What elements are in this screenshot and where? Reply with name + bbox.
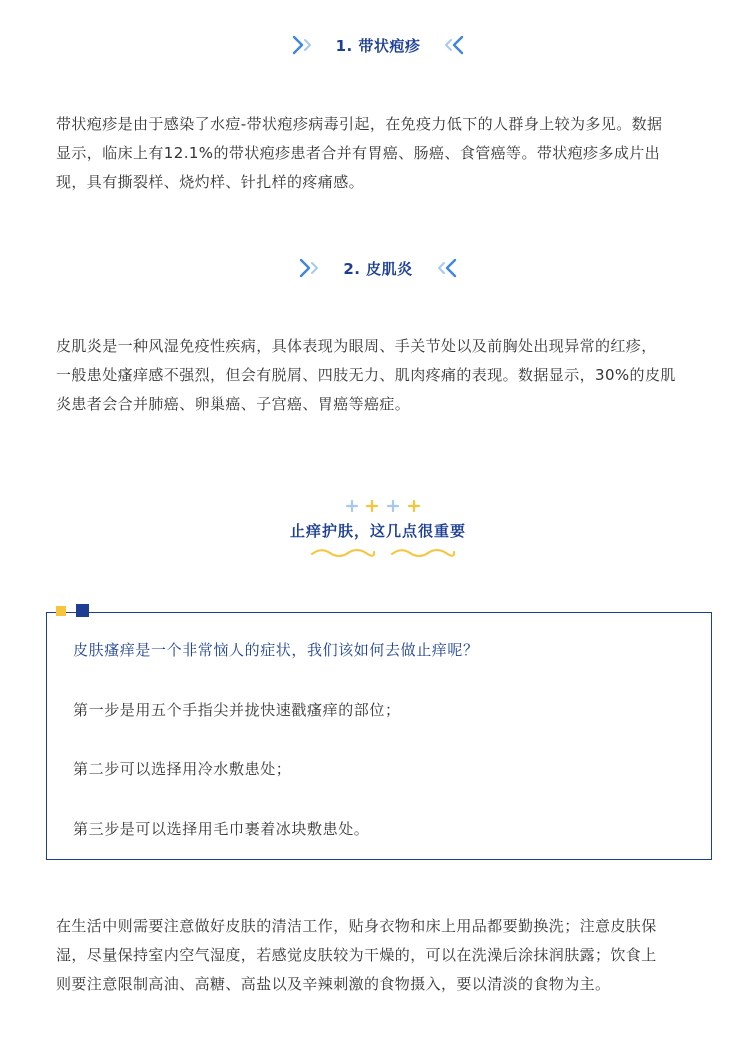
text-line: 湿，尽量保持室内空气湿度，若感觉皮肤较为干燥的，可以在洗澡后涂抹润肤露；饮食上: [56, 946, 657, 964]
subtitle: 止痒护肤，这几点很重要: [289, 522, 466, 540]
tip-step-1: 第一步是用五个手指尖并拢快速戳瘙痒的部位；: [73, 701, 401, 719]
tip-intro: 皮肤瘙痒是一个非常恼人的症状，我们该如何去做止痒呢？: [73, 641, 479, 659]
section-title: 2. 皮肌炎: [339, 258, 416, 279]
text-line: 现，具有撕裂样、烧灼样、针扎样的疼痛感。: [56, 173, 365, 191]
yellow-square-icon: [56, 606, 66, 616]
sparkle-decoration-icon: [344, 498, 424, 514]
text-line: 则要注意限制高油、高糖、高盐以及辛辣刺激的食物摄入，要以清淡的食物为主。: [56, 975, 611, 993]
double-chevron-left-icon: [429, 257, 459, 279]
double-chevron-right-icon: [297, 257, 327, 279]
section-1-heading: [0, 34, 756, 56]
double-chevron-right-icon: [290, 34, 320, 56]
section-2-body: [56, 332, 716, 419]
double-chevron-left-icon: [436, 34, 466, 56]
section-2-heading: [0, 257, 756, 279]
text-line: 在生活中则需要注意做好皮肤的清洁工作，贴身衣物和床上用品都要勤换洗；注意皮肤保: [56, 917, 657, 935]
section-1-body: [56, 110, 716, 197]
tip-step-3: 第三步是可以选择用毛巾裹着冰块敷患处。: [73, 820, 370, 838]
text-line: 显示，临床上有12.1%的带状疱疹患者合并有胃癌、肠癌、食管癌等。带状疱疹多成片出: [56, 144, 661, 162]
navy-square-icon: [76, 604, 89, 617]
tip-step-2: 第二步可以选择用冷水敷患处；: [73, 760, 292, 778]
wave-decoration-icon: [310, 545, 456, 559]
text-line: 炎患者会合并肺癌、卵巢癌、子宫癌、胃癌等癌症。: [56, 395, 411, 413]
closing-paragraph: [56, 912, 716, 999]
section-title: 1. 带状疱疹: [332, 35, 425, 56]
text-line: 皮肌炎是一种风湿免疫性疾病，具体表现为眼周、手关节处以及前胸处出现异常的红疹，: [56, 337, 657, 355]
text-line: 带状疱疹是由于感染了水痘-带状疱疹病毒引起，在免疫力低下的人群身上较为多见。数据: [56, 115, 663, 133]
text-line: 一般患处瘙痒感不强烈，但会有脱屑、四肢无力、肌肉疼痛的表现。数据显示，30%的皮肌: [56, 366, 676, 384]
